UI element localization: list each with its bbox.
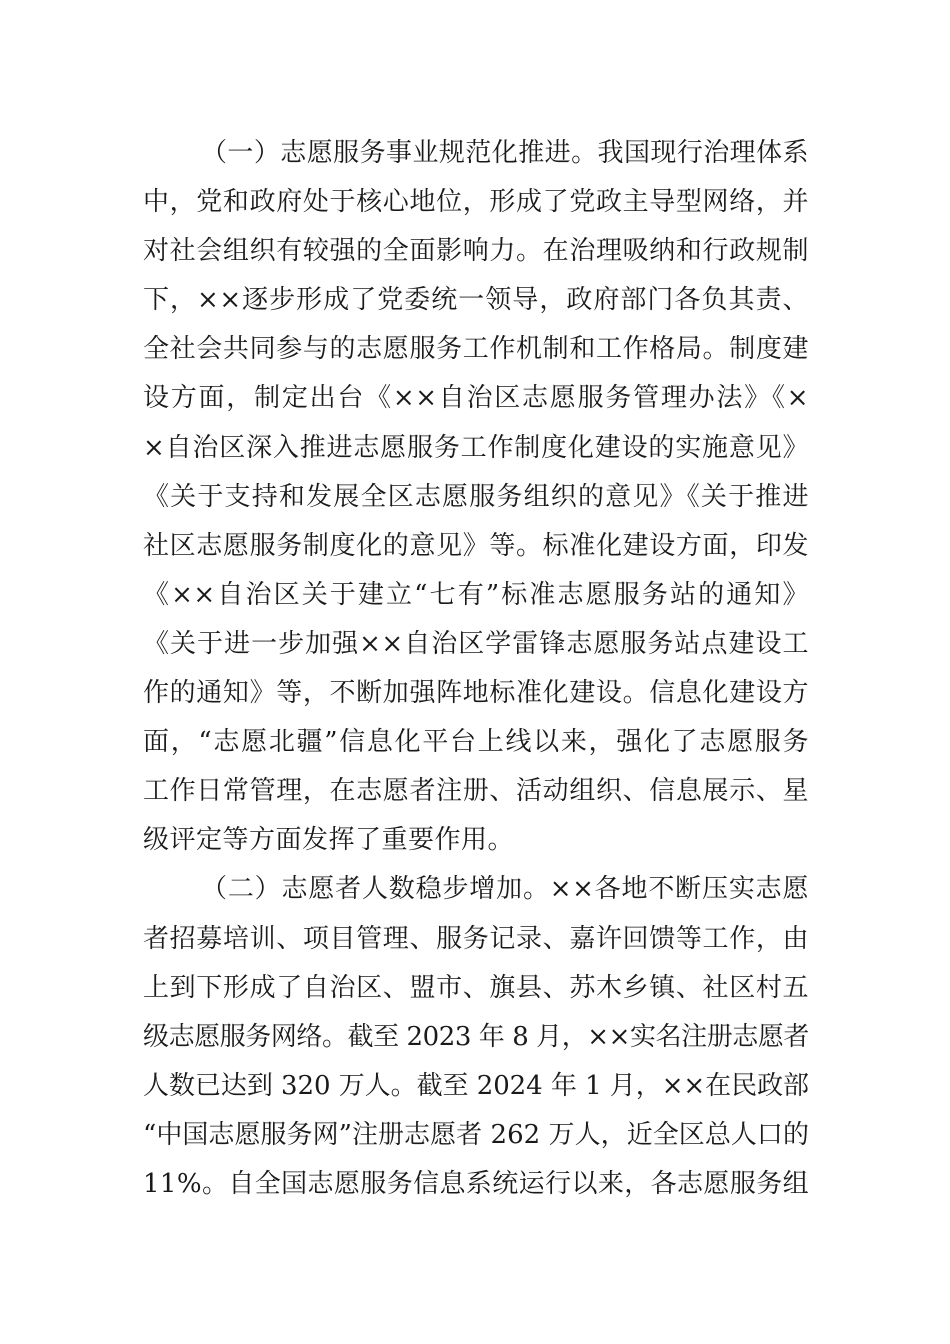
paragraph-1-line: 对社会组织有较强的全面影响力。在治理吸纳和行政规制: [143, 236, 809, 267]
paragraph-1-line: 设方面，制定出台《××自治区志愿服务管理办法》《×: [143, 383, 809, 414]
paragraph-1-line: 工作日常管理，在志愿者注册、活动组织、信息展示、星: [143, 776, 809, 807]
paragraph-1-line: 面，“志愿北疆”信息化平台上线以来，强化了志愿服务: [143, 727, 809, 758]
paragraph-1-line: ×自治区深入推进志愿服务工作制度化建设的实施意见》: [143, 432, 809, 463]
paragraph-1-line: 级评定等方面发挥了重要作用。: [143, 825, 515, 856]
paragraph-2-line: 者招募培训、项目管理、服务记录、嘉许回馈等工作，由: [143, 923, 809, 954]
paragraph-2-line: “中国志愿服务网”注册志愿者 262 万人，近全区总人口的: [143, 1119, 809, 1150]
paragraph-2-line: 上到下形成了自治区、盟市、旗县、苏木乡镇、社区村五: [143, 972, 809, 1003]
paragraph-1-line: 社区志愿服务制度化的意见》等。标准化建设方面，印发: [143, 530, 809, 561]
paragraph-1-line: （一）志愿服务事业规范化推进。我国现行治理体系: [201, 138, 809, 168]
paragraph-1-line: 《关于进一步加强××自治区学雷锋志愿服务站点建设工: [143, 628, 809, 659]
paragraph-2-line: （二）志愿者人数稳步增加。××各地不断压实志愿: [201, 874, 809, 905]
paragraph-1-line: 《××自治区关于建立“七有”标准志愿服务站的通知》: [143, 579, 809, 610]
paragraph-1-line: 《关于支持和发展全区志愿服务组织的意见》《关于推进: [143, 481, 809, 512]
paragraph-2-line: 人数已达到 320 万人。截至 2024 年 1 月，××在民政部: [143, 1070, 809, 1101]
paragraph-1-line: 中，党和政府处于核心地位，形成了党政主导型网络，并: [143, 187, 809, 218]
paragraph-1-line: 全社会共同参与的志愿服务工作机制和工作格局。制度建: [143, 334, 809, 365]
paragraph-1-line: 下，××逐步形成了党委统一领导，政府部门各负其责、: [143, 285, 809, 316]
paragraph-2-line: 11%。自全国志愿服务信息系统运行以来，各志愿服务组: [143, 1168, 809, 1199]
paragraph-2-line: 级志愿服务网络。截至 2023 年 8 月，××实名注册志愿者: [143, 1021, 809, 1052]
body-text: [143, 129, 809, 1209]
paragraph-1-line: 作的通知》等，不断加强阵地标准化建设。信息化建设方: [143, 678, 809, 709]
